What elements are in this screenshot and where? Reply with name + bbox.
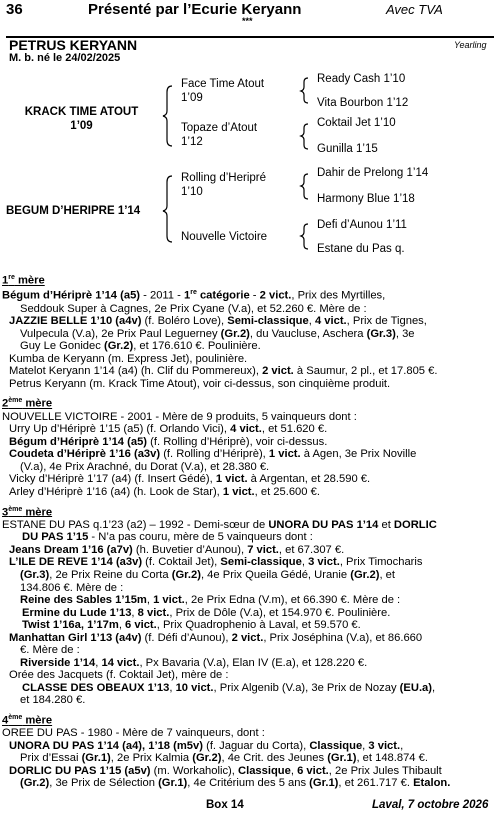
mere3-line: Orée des Jacquets (f. Coktail Jet), mère de : xyxy=(9,669,229,682)
bracket-g1 xyxy=(301,78,308,103)
footer-box-number: Box 14 xyxy=(206,799,244,811)
mere2-line: Vicky d’Hériprè 1’17 (a4) (f. Insert Gédé), 1 vict. à Argentan, et 28.590 €. xyxy=(9,473,371,486)
mere3-line: CLASSE DES OBEAUX 1’13, 10 vict., Prix Algenib (V.a), 3e Prix de Nozay (EU.a), xyxy=(22,681,436,694)
mere2-line: Arley d’Hériprè 1’16 (a4) (h. Look de Star), 1 vict., et 25.600 €. xyxy=(9,485,320,498)
bracket-sire xyxy=(163,86,172,146)
family-notes xyxy=(2,272,498,790)
mere3-line: Twist 1’16a, 1’17m, 6 vict., Prix Quadrophenio à Laval, et 59.570 €. xyxy=(22,619,361,632)
mere3-line: 134.806 €. Mère de : xyxy=(20,581,124,594)
mere2-line: Urry Up d’Hériprè 1’15 (a5) (f. Orlando Vici), 4 vict., et 51.620 €. xyxy=(9,423,328,436)
mere1-line: Guy Le Gonidec (Gr.2), et 176.610 €. Poulinière. xyxy=(20,340,261,353)
mere1-line: JAZZIE BELLE 1’10 (a4v) (f. Boléro Love), Semi-classique, 4 vict., Prix de Tignes, xyxy=(9,315,427,328)
mere4-line: OREE DU PAS - 1980 - Mère de 7 vainqueurs, dont : xyxy=(2,727,265,740)
section-heading-mere3: 3ème mère xyxy=(2,505,53,519)
mere2-line: NOUVELLE VICTOIRE - 2001 - Mère de 9 produits, 5 vainqueurs dont : xyxy=(2,410,357,423)
bracket-g3 xyxy=(301,174,308,199)
mere3-line: Manhattan Girl 1’13 (a4v) (f. Défi d’Aunou), 2 vict., Prix Joséphina (V.a), et 86.660 xyxy=(9,631,423,644)
mere2-line: (V.a), 4e Prix Arachné, du Dorat (V.a), et 28.380 €. xyxy=(20,460,270,473)
tva-note: Avec TVA xyxy=(386,2,443,17)
mere1-line: Bégum d’Hériprè 1’14 (a5) - 2011 - 1re catégorie - 2 vict., Prix des Myrtilles, xyxy=(2,289,386,303)
pedigree-g8: Estane du Pas q. xyxy=(317,243,405,255)
horse-category: Yearling xyxy=(454,40,487,50)
mere4-line: UNORA DU PAS 1’14 (a4), 1’18 (m5v) (f. Jaguar du Corta), Classique, 3 vict., xyxy=(9,739,404,752)
footer-sale-date: Laval, 7 octobre 2026 xyxy=(372,799,489,811)
mere2-line: Bégum d’Hériprè 1’14 (a5) (f. Rolling d’Hériprè), voir ci-dessus. xyxy=(9,435,328,448)
pedigree-dam-dam: Nouvelle Victoire xyxy=(181,231,268,243)
mere3-line: et 184.280 €. xyxy=(20,694,86,707)
pedigree-g5: Dahir de Prelong 1’14 xyxy=(317,167,429,179)
mere3-line: €. Mère de : xyxy=(20,644,80,657)
mere1-line: Vulpecula (V.a), 2e Prix Paul Leguerney (Gr.2), du Vaucluse, Aschera (Gr.3), 3e xyxy=(20,327,415,340)
mere2-line: Coudeta d’Hériprè 1’16 (a3v) (f. Rolling d’Hériprè), 1 vict. à Agen, 3e Prix Noville xyxy=(9,448,417,461)
horse-name: PETRUS KERYANN xyxy=(9,37,138,53)
mere3-line: Riverside 1’14, 14 vict., Px Bavaria (V.a), Elan IV (E.a), et 128.220 €. xyxy=(20,656,368,669)
stars-mark: *** xyxy=(242,16,253,26)
mere3-line: L’ILE DE REVE 1’14 (a3v) (f. Coktail Jet), Semi-classique, 3 vict., Prix Timocharis xyxy=(9,556,423,569)
pedigree-dam: BEGUM D’HERIPRE 1’14 xyxy=(6,205,141,217)
mere4-line: (Gr.2), 3e Prix de Sélection (Gr.1), 4e Critérium des 5 ans (Gr.1), et 261.717 €. Etalon. xyxy=(20,777,451,790)
pedigree-g7: Defi d’Aunou 1’11 xyxy=(317,219,407,231)
pedigree-g6: Harmony Blue 1’18 xyxy=(317,193,415,205)
mere4-line: DORLIC DU PAS 1’15 (a5v) (m. Workaholic), Classique, 6 vict., 2e Prix Jules Thibault xyxy=(9,764,442,777)
mere3-line: Reine des Sables 1’15m, 1 vict., 2e Prix Edna (V.m), et 66.390 €. Mère de : xyxy=(20,594,401,607)
section-heading-mere4: 4ème mère xyxy=(2,713,53,727)
bracket-dam xyxy=(163,176,172,242)
section-heading-mere2: 2ème mère xyxy=(2,397,53,411)
bracket-g2 xyxy=(301,124,308,149)
mere3-line: Ermine du Lude 1’13, 8 vict., Prix de Dôle (V.a), et 154.970 €. Poulinière. xyxy=(22,606,391,619)
bracket-g4 xyxy=(301,224,308,249)
lot-number: 36 xyxy=(6,1,23,18)
pedigree-g2: Vita Bourbon 1’12 xyxy=(317,97,409,109)
pedigree-g4: Gunilla 1’15 xyxy=(317,143,378,155)
pedigree-g3: Coktail Jet 1’10 xyxy=(317,117,396,129)
section-heading-mere1: 1re mère xyxy=(2,274,45,287)
mere4-line: Prix d’Essai (Gr.1), 2e Prix Kalmia (Gr.2), 4e Crit. des Jeunes (Gr.1), et 148.874 €. xyxy=(20,752,428,765)
mere3-line: (Gr.3), 2e Prix Reine du Corta (Gr.2), 4e Prix Queila Gédé, Uranie (Gr.2), et xyxy=(20,568,395,581)
pedigree-g1: Ready Cash 1’10 xyxy=(317,73,406,85)
mere3-line: Jeans Dream 1’16 (a7v) (h. Buvetier d’Aunou), 7 vict., et 67.307 €. xyxy=(9,543,345,556)
mere1-line: Matelot Keryann 1’14 (a4) (h. Clif du Pommereux), 2 vict. à Saumur, 2 pl., et 17.805 €. xyxy=(9,365,438,378)
consignor-title: Présenté par l’Ecurie Keryann xyxy=(88,1,302,18)
horse-birth: M. b. né le 24/02/2025 xyxy=(9,52,121,64)
mere1-line: Kumba de Keryann (m. Express Jet), poulinière. xyxy=(9,352,248,365)
mere3-line: DU PAS 1’15 - N’a pas couru, mère de 5 vainqueurs dont : xyxy=(22,531,313,544)
pedigree-sire-sire: Face Time Atout 1’09 xyxy=(181,78,265,104)
pedigree-dam-sire: Rolling d’Heripré 1’10 xyxy=(181,172,267,198)
mere1-line: Petrus Keryann (m. Krack Time Atout), voir ci-dessus, son cinquième produit. xyxy=(9,377,391,390)
pedigree-sire-dam: Topaze d’Atout 1’12 xyxy=(181,122,258,148)
pedigree-sire: KRACK TIME ATOUT 1’09 xyxy=(24,106,139,132)
mere1-line: Seddouk Super à Cagnes, 2e Prix Cyane (V.a), et 52.260 €. Mère de : xyxy=(20,302,367,315)
mere3-line: ESTANE DU PAS q.1’23 (a2) – 1992 - Demi-sœur de UNORA DU PAS 1’14 et DORLIC xyxy=(2,518,437,531)
